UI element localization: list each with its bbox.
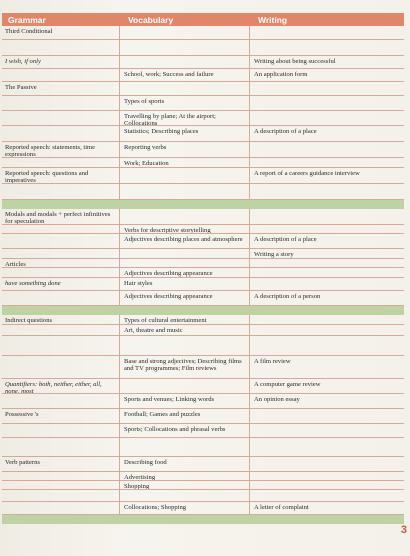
table-row — [2, 394, 404, 409]
table-row — [2, 409, 404, 424]
table-row — [2, 82, 404, 96]
grammar-cell — [2, 291, 120, 305]
table-row — [2, 142, 404, 158]
header-vocabulary: Vocabulary — [128, 14, 174, 25]
table-row — [2, 249, 404, 259]
vocabulary-cell — [120, 26, 250, 39]
writing-cell — [250, 490, 404, 501]
grammar-cell: Quantifiers: both, neither, either, all, none, most — [2, 379, 120, 393]
writing-cell — [250, 424, 404, 437]
vocabulary-cell — [120, 168, 250, 183]
writing-cell — [250, 26, 404, 39]
grammar-cell: Reported speech: statements, time expressions — [2, 142, 120, 157]
writing-cell: A film review — [254, 357, 291, 365]
writing-cell — [250, 158, 404, 167]
grammar-cell — [2, 424, 120, 437]
writing-cell: An opinion essay — [254, 395, 300, 403]
vocabulary-cell: Sports; Collocations and phrasal verbs — [120, 424, 250, 437]
vocabulary-cell — [120, 184, 250, 199]
vocabulary-cell: Adjectives describing places and atmosphere — [120, 234, 250, 248]
writing-cell — [250, 82, 404, 95]
grammar-cell: Reported speech: questions and imperatives — [2, 168, 120, 183]
table-row — [2, 325, 404, 336]
grammar-cell — [2, 481, 120, 489]
grammar-cell — [2, 502, 120, 514]
table-row — [2, 278, 404, 291]
table-row — [2, 209, 404, 225]
table-row — [2, 26, 404, 40]
table-row — [2, 472, 404, 481]
grammar-cell — [2, 268, 120, 277]
writing-cell — [250, 142, 404, 157]
writing-cell: A description of a person — [254, 292, 321, 300]
vocabulary-cell — [120, 336, 250, 355]
vocabulary-cell — [120, 438, 250, 456]
table-header — [2, 13, 404, 26]
writing-cell — [250, 325, 404, 335]
table-row — [2, 490, 404, 502]
table-row — [2, 184, 404, 200]
table-row — [2, 502, 404, 515]
grammar-cell: Indirect questions — [2, 315, 120, 324]
writing-cell: A description of a place — [254, 235, 317, 243]
table-row — [2, 40, 404, 56]
writing-cell — [250, 225, 404, 233]
table-row — [2, 168, 404, 184]
writing-cell — [250, 409, 404, 423]
vocabulary-cell: Collocations; Shopping — [120, 502, 250, 514]
table-row — [2, 111, 404, 126]
table-row — [2, 336, 404, 356]
grammar-cell: I wish, if only — [2, 56, 120, 68]
table-row — [2, 315, 404, 325]
header-writing: Writing — [258, 14, 288, 25]
writing-cell — [250, 315, 404, 324]
vocabulary-cell — [120, 82, 250, 95]
vocabulary-cell: Shopping — [120, 481, 250, 489]
table-row — [2, 379, 404, 394]
grammar-cell — [2, 438, 120, 456]
vocabulary-cell: Adjectives describing appearance — [120, 291, 250, 305]
grammar-cell: Articles — [2, 259, 120, 267]
vocabulary-cell: Football; Games and puzzles — [120, 409, 250, 423]
grammar-cell — [2, 96, 120, 110]
writing-cell — [250, 268, 404, 277]
grammar-cell — [2, 111, 120, 125]
writing-cell: Writing about being successful — [254, 57, 336, 65]
grammar-cell: The Passive — [2, 82, 120, 95]
writing-cell — [250, 96, 404, 110]
table-row — [2, 96, 404, 111]
page-number: 3 — [400, 524, 407, 536]
grammar-cell — [2, 40, 120, 55]
section-divider — [2, 200, 404, 209]
grammar-cell — [2, 472, 120, 480]
vocabulary-cell: Statistics; Describing places — [120, 126, 250, 141]
writing-cell: A computer game review — [254, 380, 321, 388]
vocabulary-cell: Hair styles — [120, 278, 250, 290]
table-row — [2, 225, 404, 234]
table-row — [2, 438, 404, 457]
vocabulary-cell: Types of cultural entertainment — [120, 315, 250, 324]
vocabulary-cell — [120, 40, 250, 55]
writing-cell — [250, 259, 404, 267]
grammar-cell — [2, 69, 120, 81]
writing-cell — [250, 278, 404, 290]
vocabulary-cell: Reporting verbs — [120, 142, 250, 157]
grammar-cell — [2, 336, 120, 355]
vocabulary-cell — [120, 209, 250, 224]
writing-cell — [250, 336, 404, 355]
grammar-cell: Verb patterns — [2, 457, 120, 471]
section-divider — [2, 515, 404, 524]
vocabulary-cell: Sports and venues; Linking words — [120, 394, 250, 408]
writing-cell — [250, 438, 404, 456]
contents-table — [2, 13, 404, 524]
writing-cell — [250, 209, 404, 224]
table-row — [2, 158, 404, 168]
vocabulary-cell: Art, theatre and music — [120, 325, 250, 335]
vocabulary-cell: Verbs for descriptive storytelling — [120, 225, 250, 233]
vocabulary-cell: Describing food — [120, 457, 250, 471]
table-row — [2, 481, 404, 490]
grammar-cell: Modals and modals + perfect infinitives for speculation — [2, 209, 120, 224]
grammar-cell — [2, 356, 120, 378]
grammar-cell: Third Conditional — [2, 26, 120, 39]
grammar-cell — [2, 394, 120, 408]
grammar-cell — [2, 158, 120, 167]
writing-cell: A letter of complaint — [254, 503, 309, 511]
vocabulary-cell — [120, 56, 250, 68]
grammar-cell — [2, 234, 120, 248]
writing-cell: A description of a place — [254, 127, 317, 135]
grammar-cell — [2, 325, 120, 335]
writing-cell — [250, 184, 404, 199]
table-row — [2, 424, 404, 438]
grammar-cell — [2, 184, 120, 199]
vocabulary-cell: Base and strong adjectives; Describing films and TV programmes; Film reviews — [120, 356, 250, 378]
writing-cell — [250, 111, 404, 125]
writing-cell — [250, 472, 404, 480]
vocabulary-cell: Work; Education — [120, 158, 250, 167]
table-row — [2, 126, 404, 142]
grammar-cell — [2, 490, 120, 501]
writing-cell — [250, 40, 404, 55]
grammar-cell: have something done — [2, 278, 120, 290]
grammar-cell: Possessive 's — [2, 409, 120, 423]
writing-cell: An application form — [254, 70, 308, 78]
vocabulary-cell — [120, 249, 250, 258]
table-row — [2, 291, 404, 306]
table-row — [2, 69, 404, 82]
vocabulary-cell: School, work; Success and failure — [120, 69, 250, 81]
writing-cell: Writing a story — [254, 250, 294, 258]
vocabulary-cell: Advertising — [120, 472, 250, 480]
vocabulary-cell — [120, 379, 250, 393]
writing-cell — [250, 457, 404, 471]
grammar-cell — [2, 225, 120, 233]
header-grammar: Grammar — [8, 14, 46, 25]
vocabulary-cell — [120, 490, 250, 501]
vocabulary-cell — [120, 259, 250, 267]
writing-cell: A report of a careers guidance interview — [254, 169, 360, 177]
table-row — [2, 457, 404, 472]
section-divider — [2, 306, 404, 315]
vocabulary-cell: Adjectives describing appearance — [120, 268, 250, 277]
vocabulary-cell: Travelling by plane; At the airport; Collocations — [120, 111, 250, 125]
table-row — [2, 356, 404, 379]
writing-cell — [250, 481, 404, 489]
table-row — [2, 234, 404, 249]
grammar-cell — [2, 249, 120, 258]
grammar-cell — [2, 126, 120, 141]
table-row — [2, 56, 404, 69]
table-row — [2, 259, 404, 268]
table-row — [2, 268, 404, 278]
vocabulary-cell: Types of sports — [120, 96, 250, 110]
